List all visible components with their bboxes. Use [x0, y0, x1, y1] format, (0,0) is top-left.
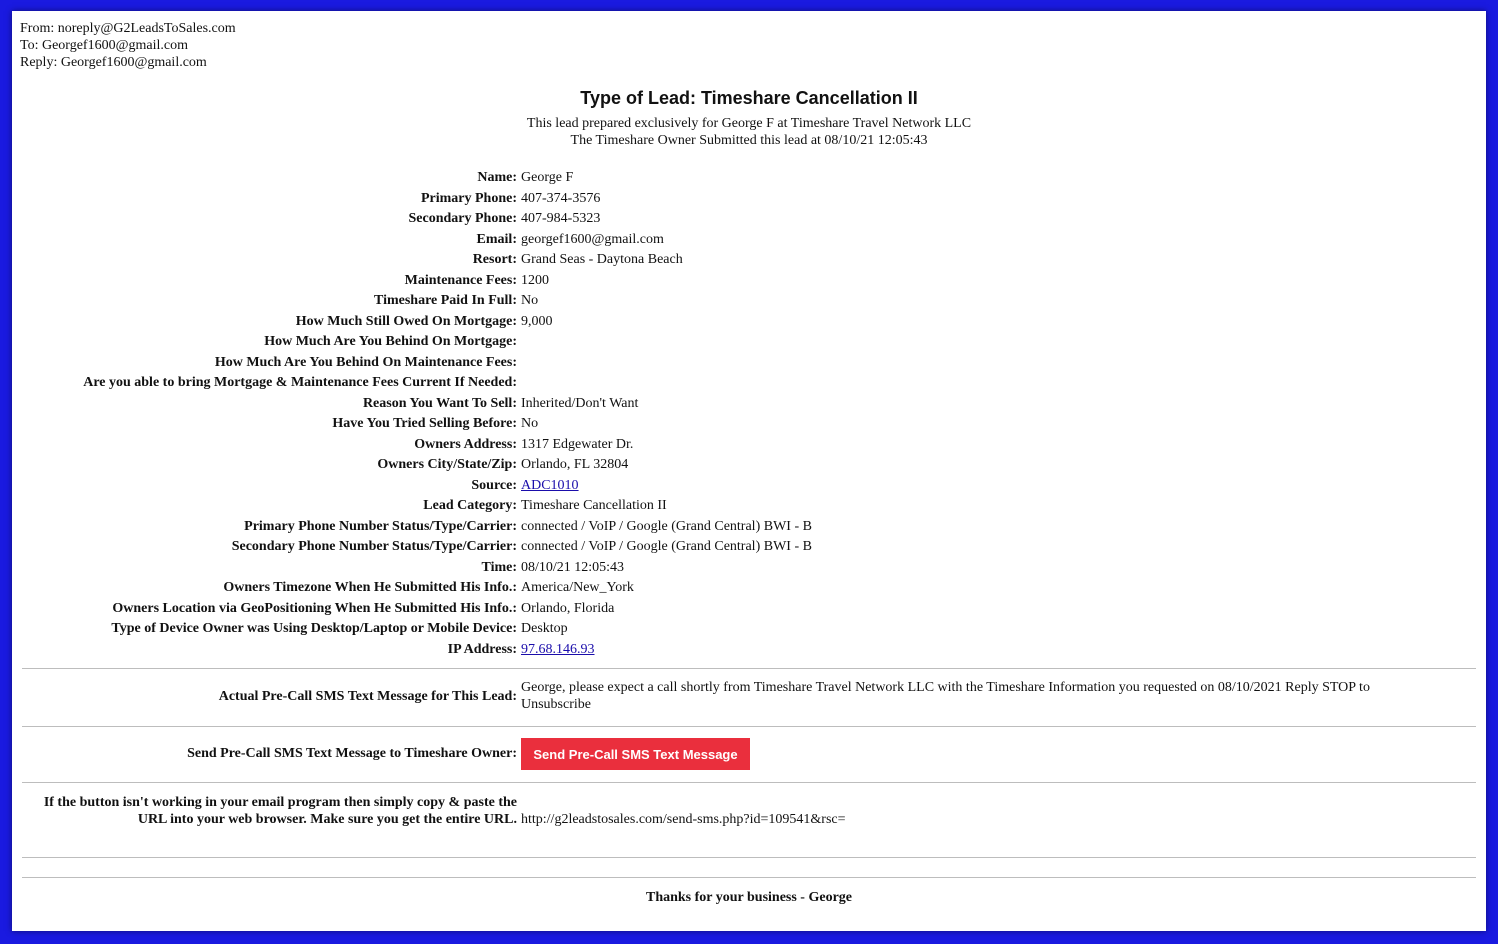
- field-row: [12, 209, 1486, 230]
- field-value: connected / VoIP / Google (Grand Central) BWI - B: [521, 539, 812, 554]
- field-row: [12, 640, 1486, 661]
- field-row: [12, 353, 1486, 374]
- reply-line: Reply: Georgef1600@gmail.com: [20, 55, 207, 70]
- send-sms-button[interactable]: Send Pre-Call SMS Text Message: [521, 738, 750, 770]
- field-row: [12, 537, 1486, 558]
- field-label: Reason You Want To Sell:: [362, 395, 517, 411]
- submitted-at-line: The Timeshare Owner Submitted this lead at 08/10/21 12:05:43: [570, 133, 928, 148]
- field-value: Orlando, FL 32804: [521, 457, 629, 472]
- field-row: [12, 619, 1486, 640]
- send-sms-label: Send Pre-Call SMS Text Message to Timeshare Owner:: [187, 746, 517, 761]
- field-label: Source:: [471, 477, 517, 493]
- divider: [22, 726, 1476, 727]
- field-row: [12, 394, 1486, 415]
- field-label: How Much Are You Behind On Maintenance Fees:: [214, 354, 517, 370]
- field-row: [12, 496, 1486, 517]
- field-value: No: [521, 416, 539, 431]
- field-label: Owners Location via GeoPositioning When He Submitted His Info.:: [112, 600, 517, 616]
- field-label: Owners Timezone When He Submitted His Info.:: [223, 580, 517, 595]
- field-value: 1200: [521, 272, 549, 288]
- field-row: [12, 558, 1486, 579]
- field-row: [12, 189, 1486, 210]
- field-row: [12, 168, 1486, 189]
- field-value: Orlando, Florida: [521, 600, 615, 616]
- field-row: [12, 250, 1486, 271]
- field-value: 9,000: [521, 313, 553, 329]
- field-label: Resort:: [472, 252, 517, 267]
- field-value: No: [521, 293, 539, 308]
- divider: [22, 877, 1476, 878]
- ip-address-link[interactable]: 97.68.146.93: [521, 641, 595, 657]
- field-label: Secondary Phone:: [408, 211, 517, 226]
- field-row: [12, 455, 1486, 476]
- field-label: Primary Phone:: [420, 190, 517, 206]
- field-label: Name:: [477, 170, 517, 185]
- sms-message-row: [12, 679, 1486, 713]
- email-headers: [20, 20, 236, 71]
- field-label: Owners City/State/Zip:: [377, 457, 517, 472]
- field-row: [12, 312, 1486, 333]
- field-value: 407-374-3576: [521, 190, 601, 206]
- field-value: Timeshare Cancellation II: [521, 498, 667, 513]
- field-label: How Much Are You Behind On Mortgage:: [264, 334, 517, 349]
- source-link[interactable]: ADC1010: [521, 477, 579, 493]
- divider: [22, 782, 1476, 783]
- field-value: georgef1600@gmail.com: [521, 231, 664, 247]
- field-value: Inherited/Don't Want: [521, 395, 639, 411]
- field-value: George F: [521, 170, 574, 185]
- sms-message-text: George, please expect a call shortly from Timeshare Travel Network LLC with the Timeshare Information you requested on 08/10/2021 Reply STOP to Unsubscribe: [521, 680, 1370, 712]
- lead-fields: [12, 168, 1486, 660]
- lead-title: Type of Lead: Timeshare Cancellation II: [580, 88, 918, 108]
- field-row: [12, 435, 1486, 456]
- field-value: Grand Seas - Daytona Beach: [521, 252, 683, 267]
- thanks-message: Thanks for your business - George: [645, 890, 852, 905]
- field-value: Desktop: [521, 621, 568, 636]
- email-body: [12, 11, 1486, 931]
- field-label: Are you able to bring Mortgage & Maintenance Fees Current If Needed:: [83, 375, 517, 390]
- field-label: IP Address:: [447, 641, 517, 657]
- field-label: How Much Still Owed On Mortgage:: [295, 313, 517, 329]
- field-row: [12, 332, 1486, 353]
- field-row: [12, 599, 1486, 620]
- field-label: Owners Address:: [414, 436, 517, 452]
- field-value: connected / VoIP / Google (Grand Central) BWI - B: [521, 518, 812, 534]
- from-line: From: noreply@G2LeadsToSales.com: [20, 21, 236, 36]
- field-label: Maintenance Fees:: [404, 272, 517, 288]
- to-line: To: Georgef1600@gmail.com: [20, 38, 188, 53]
- prepared-for-line: This lead prepared exclusively for George F at Timeshare Travel Network LLC: [526, 116, 972, 131]
- field-row: [12, 291, 1486, 312]
- field-row: [12, 414, 1486, 435]
- paste-url-row: [12, 794, 1486, 828]
- field-label: Lead Category:: [423, 498, 517, 513]
- field-label: Time:: [481, 559, 517, 575]
- field-row: [12, 578, 1486, 599]
- field-row: [12, 373, 1486, 394]
- field-row: [12, 230, 1486, 251]
- field-row: [12, 517, 1486, 538]
- field-value: 08/10/21 12:05:43: [521, 559, 625, 575]
- field-label: Email:: [476, 231, 517, 247]
- field-label: Timeshare Paid In Full:: [373, 293, 517, 308]
- sms-message-label: Actual Pre-Call SMS Text Message for This Lead:: [218, 689, 517, 704]
- field-label: Have You Tried Selling Before:: [332, 416, 517, 431]
- field-value: 407-984-5323: [521, 211, 601, 226]
- lead-subtitle: [12, 115, 1486, 149]
- send-sms-row: [12, 738, 1486, 770]
- field-label: Secondary Phone Number Status/Type/Carrier:: [231, 539, 517, 554]
- sms-url: http://g2leadstosales.com/send-sms.php?id=109541&rsc=: [521, 812, 846, 827]
- field-label: Type of Device Owner was Using Desktop/Laptop or Mobile Device:: [111, 621, 517, 636]
- field-row: [12, 271, 1486, 292]
- divider: [22, 668, 1476, 669]
- divider: [22, 857, 1476, 858]
- field-value: America/New_York: [521, 580, 634, 595]
- field-label: Primary Phone Number Status/Type/Carrier:: [244, 518, 517, 534]
- field-value: 1317 Edgewater Dr.: [521, 436, 634, 452]
- field-row: [12, 476, 1486, 497]
- paste-url-instructions: If the button isn't working in your email program then simply copy & paste the URL into your web browser. Make sure you get the entire URL.: [43, 795, 517, 827]
